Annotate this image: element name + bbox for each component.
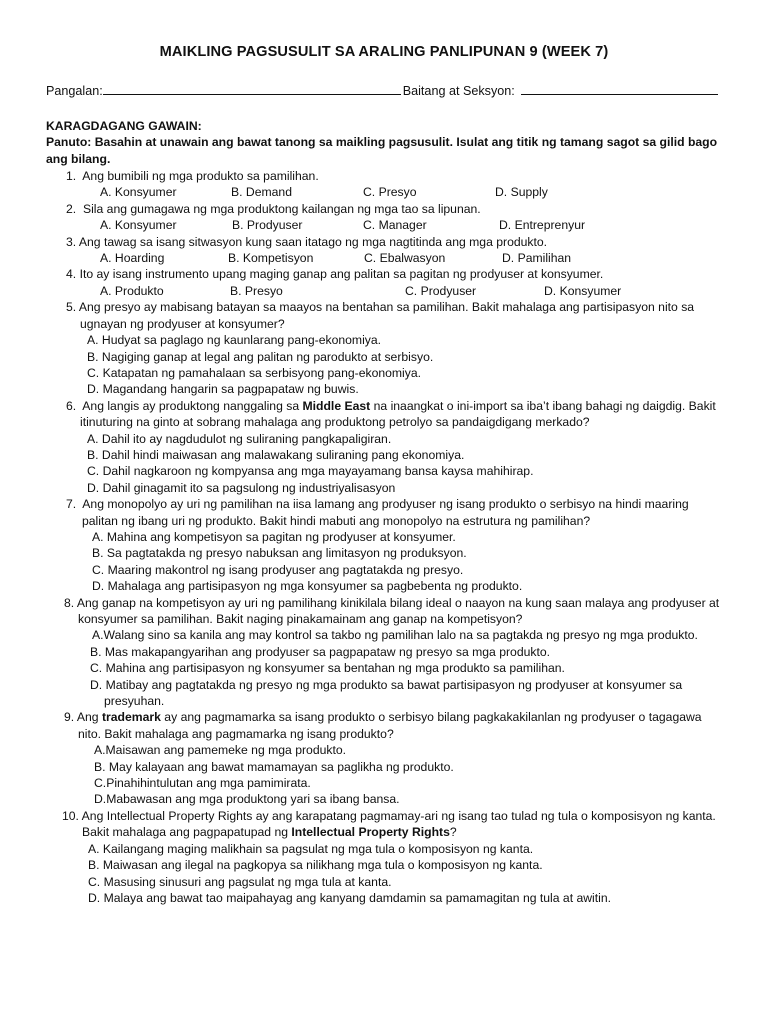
question-text: Sila ang gumagawa ng mga produktong kailangan ng mga tao sa lipunan. bbox=[82, 201, 481, 216]
instructions-text: Panuto: Basahin at unawain ang bawat tanong sa maikling pagsusulit. Isulat ang titik ng tamang sagot sa gilid bago ang bilang. bbox=[46, 135, 718, 166]
choice-c[interactable]: C. Dahil nagkaroon ng kompyansa ang mga mayayamang bansa kaysa mahihirap. bbox=[87, 464, 534, 479]
name-label: Pangalan: bbox=[46, 84, 103, 99]
question-6 bbox=[46, 398, 722, 496]
choice-b[interactable]: B. Nagiging ganap at legal ang palitan ng parodukto at serbisyo. bbox=[87, 349, 434, 364]
question-text: Ang presyo ay mabisang batayan sa maayos na bentahan sa pamilihan. Bakit mahalaga ang partisipasyon nito sa ugnayan ng prodyuser at konsyumer? bbox=[78, 300, 695, 331]
choice-d[interactable]: D. Pamilihan bbox=[502, 251, 572, 266]
question-10 bbox=[46, 808, 722, 906]
choice-a[interactable]: A. Mahina ang kompetisyon sa pagitan ng prodyuser at konsyumer. bbox=[92, 529, 456, 544]
question-number: 5. bbox=[66, 300, 77, 315]
choices-list bbox=[46, 529, 722, 595]
choice-b[interactable]: B. May kalayaan ang bawat mamamayan sa paglikha ng produkto. bbox=[94, 759, 454, 774]
section-label: Baitang at Seksyon: bbox=[402, 84, 515, 99]
question-3 bbox=[46, 234, 722, 267]
choice-d[interactable]: D. Matibay ang pagtatakda ng presyo ng mga produkto sa bawat partisipasyon ng prodyuser at konsyumer sa presyuhan. bbox=[90, 677, 683, 709]
choice-a[interactable]: A.Maisawan ang pamemeke ng mga produkto. bbox=[94, 743, 347, 758]
question-number: 9. bbox=[64, 710, 75, 725]
choice-c[interactable]: C.Pinahihintulutan ang mga pamimirata. bbox=[94, 776, 311, 791]
question-7 bbox=[46, 496, 722, 594]
choice-d[interactable]: D. Magandang hangarin sa pagpapataw ng buwis. bbox=[87, 382, 359, 397]
choice-row bbox=[46, 250, 722, 266]
question-9 bbox=[46, 709, 722, 807]
question-number: 10. bbox=[62, 808, 79, 823]
question-5 bbox=[46, 299, 722, 397]
choice-a[interactable]: A. Hoarding bbox=[100, 251, 165, 266]
question-8 bbox=[46, 595, 722, 710]
question-text-part: na inaangkat o ini-import sa iba’t ibang bahagi ng daigdig. Bakit itinuturing na ginto at sobrang mahalaga ang produktong petrolyo sa pandaigdigang merkado? bbox=[80, 398, 716, 430]
question-text-part: Ang bbox=[76, 710, 102, 725]
choice-row bbox=[46, 217, 722, 233]
choices-list bbox=[46, 742, 722, 808]
question-emphasis: Middle East bbox=[302, 398, 371, 413]
question-emphasis: Intellectual Property Rights bbox=[291, 825, 450, 840]
question-text: Ang bumibili ng mga produkto sa pamilihan. bbox=[82, 169, 319, 184]
choice-c[interactable]: C. Manager bbox=[363, 218, 427, 233]
section-blank[interactable] bbox=[521, 82, 718, 95]
choice-c[interactable]: C. Masusing sinusuri ang pagsulat ng mga tula at kanta. bbox=[88, 874, 392, 889]
question-text: Ang ganap na kompetisyon ay uri ng pamilihang kinikilala bilang ideal o naayon na kung saan malaya ang prodyuser at konsyumer sa pamilihan. Bakit naging pinakamainam ang ganap na kompetisyon? bbox=[76, 595, 720, 626]
choice-row bbox=[46, 283, 722, 299]
choice-c[interactable]: C. Prodyuser bbox=[405, 283, 477, 298]
question-text-part: ? bbox=[449, 825, 457, 840]
question-4 bbox=[46, 266, 722, 299]
question-text-part: Ang Intellectual Property Rights ay ang karapatang pagmamay-ari ng isang tao tulad ng tula o komposisyon ng kanta. Bakit mahalaga ang pagpapatupad ng bbox=[81, 808, 716, 840]
choice-c[interactable]: C. Mahina ang partisipasyon ng konsyumer sa bentahan ng mga produkto sa pamilihan. bbox=[90, 661, 565, 676]
choice-a[interactable]: A. Kailangang maging malikhain sa pagsulat ng mga tula o komposisyon ng kanta. bbox=[88, 841, 534, 856]
question-number: 3. bbox=[66, 234, 77, 249]
question-number: 8. bbox=[64, 595, 75, 610]
choices-list bbox=[46, 332, 722, 398]
choice-a[interactable]: A.Walang sino sa kanila ang may kontrol sa takbo ng pamilihan lalo na sa pagtakda ng presyo ng mga produkto. bbox=[92, 628, 698, 643]
question-text: Ang monopolyo ay uri ng pamilihan na iisa lamang ang prodyuser ng isang produkto o serbisyo na hindi maaring palitan ng ibang uri ng produkto. Bakit hindi mabuti ang monopolyo na estrutura ng pamilihan? bbox=[82, 497, 689, 528]
question-2 bbox=[46, 201, 722, 234]
choice-a[interactable]: A. Konsyumer bbox=[100, 218, 177, 233]
choice-c[interactable]: C. Ebalwasyon bbox=[364, 251, 446, 266]
question-1 bbox=[46, 168, 722, 201]
choice-c[interactable]: C. Katapatan ng pamahalaan sa serbisyong pang-ekonomiya. bbox=[87, 365, 422, 380]
choice-b[interactable]: B. Sa pagtatakda ng presyo nabuksan ang limitasyon ng produksyon. bbox=[92, 546, 467, 561]
question-emphasis: trademark bbox=[101, 710, 161, 725]
question-text: Ang tawag sa isang sitwasyon kung saan itatago ng mga nagtitinda ang mga produkto. bbox=[78, 234, 548, 249]
choice-c[interactable]: C. Maaring makontrol ng isang prodyuser ang pagtatakda ng presyo. bbox=[92, 562, 464, 577]
question-text-part: ay ang pagmamarka sa isang produkto o serbisyo bilang pagkakakilanlan ng prodyuser o tagagawa nito. Bakit mahalaga ang pagmamarka ng isang produkto? bbox=[78, 710, 702, 741]
name-blank[interactable] bbox=[103, 82, 401, 95]
choice-b[interactable]: B. Maiwasan ang ilegal na pagkopya sa nilikhang mga tula o komposisyon ng kanta. bbox=[88, 858, 543, 873]
student-info-row bbox=[46, 82, 722, 99]
choices-list bbox=[46, 841, 722, 907]
question-number: 7. bbox=[66, 497, 77, 512]
choice-c[interactable]: C. Presyo bbox=[363, 185, 417, 200]
choice-b[interactable]: B. Dahil hindi maiwasan ang malawakang suliraning pang ekonomiya. bbox=[87, 447, 465, 462]
question-text: Ito ay isang instrumento upang maging ganap ang palitan sa pagitan ng prodyuser at konsyumer. bbox=[79, 267, 604, 282]
choice-row bbox=[46, 184, 722, 200]
choice-d[interactable]: D. Mahalaga ang partisipasyon ng mga konsyumer sa pagbebenta ng produkto. bbox=[92, 579, 523, 594]
choice-b[interactable]: B. Presyo bbox=[230, 283, 283, 298]
choice-d[interactable]: D. Konsyumer bbox=[544, 283, 622, 298]
choice-d[interactable]: D. Supply bbox=[495, 185, 548, 200]
choice-d[interactable]: D. Malaya ang bawat tao maipahayag ang kanyang damdamin sa pamamagitan ng tula at awitin. bbox=[88, 890, 612, 905]
choice-d[interactable]: D.Mabawasan ang mga produktong yari sa ibang bansa. bbox=[94, 792, 400, 807]
choice-b[interactable]: B. Demand bbox=[231, 185, 292, 200]
choices-list bbox=[46, 627, 722, 709]
choice-a[interactable]: A. Hudyat sa paglago ng kaunlarang pang-ekonomiya. bbox=[87, 333, 382, 348]
page-title: MAIKLING PAGSUSULIT SA ARALING PANLIPUNAN 9 (WEEK 7) bbox=[159, 44, 609, 60]
activity-heading: KARAGDAGANG GAWAIN: bbox=[46, 118, 202, 133]
question-text-part: Ang langis ay produktong nanggaling sa bbox=[82, 398, 303, 413]
question-number: 1. bbox=[66, 169, 77, 184]
choice-a[interactable]: A. Produkto bbox=[100, 283, 164, 298]
choice-d[interactable]: D. Dahil ginagamit ito sa pagsulong ng industriyalisasyon bbox=[87, 480, 396, 495]
question-number: 6. bbox=[66, 398, 77, 413]
question-number: 4. bbox=[66, 267, 77, 282]
choice-b[interactable]: B. Mas makapangyarihan ang prodyuser sa pagpapataw ng presyo sa mga produkto. bbox=[90, 644, 551, 659]
choice-a[interactable]: A. Konsyumer bbox=[100, 185, 177, 200]
choice-a[interactable]: A. Dahil ito ay nagdudulot ng suliraning pangkapaligiran. bbox=[87, 431, 392, 446]
choice-b[interactable]: B. Prodyuser bbox=[232, 218, 303, 233]
question-number: 2. bbox=[66, 201, 77, 216]
choices-list bbox=[46, 431, 722, 497]
choice-d[interactable]: D. Entreprenyur bbox=[499, 218, 586, 233]
choice-b[interactable]: B. Kompetisyon bbox=[228, 251, 314, 266]
